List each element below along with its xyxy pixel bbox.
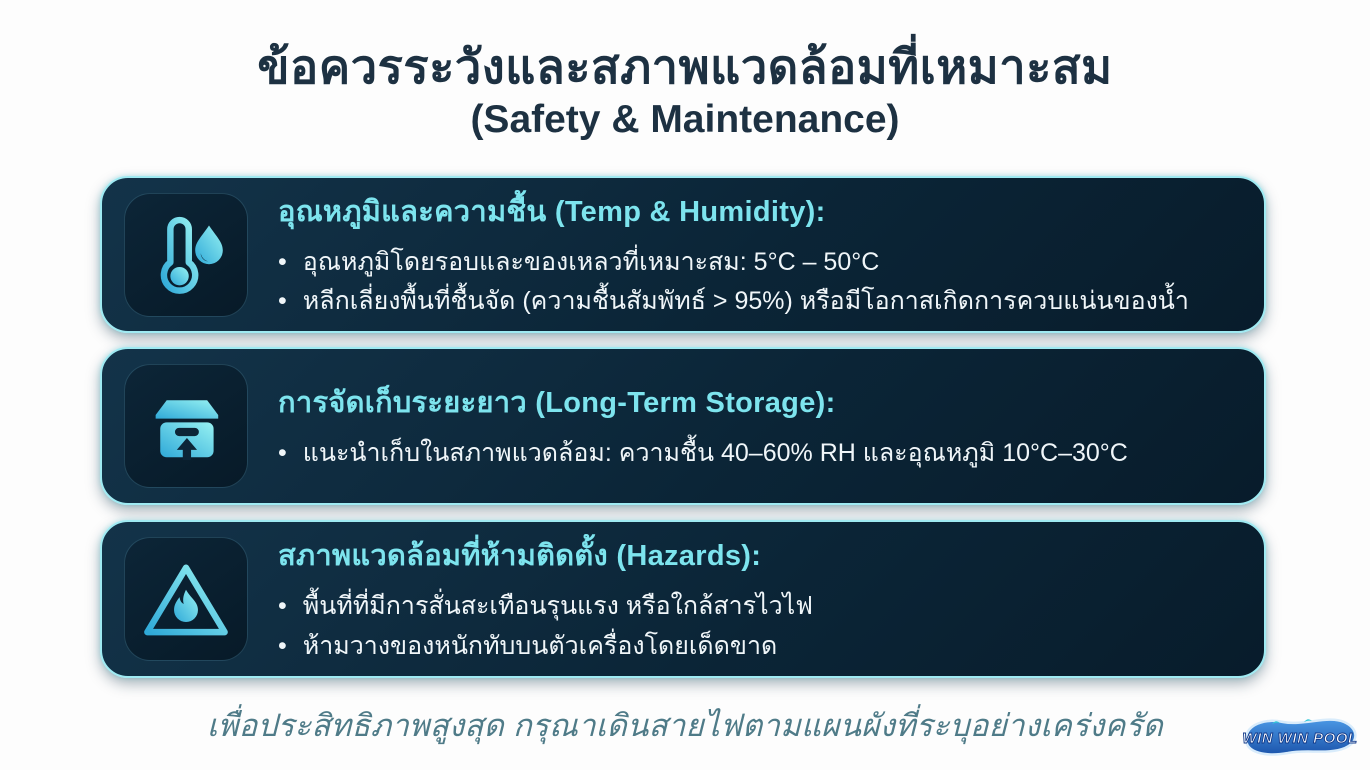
title-thai: ข้อควรระวังและสภาพแวดล้อมที่เหมาะสม <box>257 40 1113 93</box>
bullet-item: • พื้นที่ที่มีการสั่นสะเทือนรุนแรง หรือใกล้สารไวไฟ <box>278 587 813 627</box>
bullet-list <box>278 434 1128 474</box>
page-title <box>0 40 1370 142</box>
card-long-term-storage-text <box>278 379 1158 474</box>
bullet-item: • อุณหภูมิโดยรอบและของเหลวที่เหมาะสม: 5°C – 50°C <box>278 243 1189 283</box>
bullet-item: • หลีกเลี่ยงพื้นที่ชื้นจัด (ความชื้นสัมพัทธ์ > 95%) หรือมีโอกาสเกิดการควบแน่นของน้ำ <box>278 282 1189 322</box>
card-heading: การจัดเก็บระยะยาว (Long-Term Storage): <box>278 386 836 419</box>
bullet-item: • แนะนำเก็บในสภาพแวดล้อม: ความชื้น 40–60% RH และอุณหภูมิ 10°C–30°C <box>278 434 1128 474</box>
winwinpool-logo <box>1238 708 1364 766</box>
logo-text: WIN WIN POOL <box>1242 730 1358 747</box>
title-english: (Safety & Maintenance) <box>470 98 900 142</box>
flammable-warning-icon <box>124 537 248 661</box>
card-temp-humidity <box>100 176 1266 333</box>
card-hazards-text <box>278 532 843 666</box>
card-hazards <box>100 520 1266 678</box>
card-heading: อุณหภูมิและความชื้น (Temp & Humidity): <box>278 195 826 228</box>
bullet-list <box>278 243 1189 322</box>
bullet-item: • ห้ามวางของหนักทับบนตัวเครื่องโดยเด็ดขาด <box>278 627 813 667</box>
footer-note: เพื่อประสิทธิภาพสูงสุด กรุณาเดินสายไฟตามแผนผังที่ระบุอย่างเคร่งครัด <box>206 708 1164 743</box>
card-heading: สภาพแวดล้อมที่ห้ามติดตั้ง (Hazards): <box>278 540 762 572</box>
thermometer-humidity-icon <box>124 193 248 317</box>
bullet-list <box>278 587 813 666</box>
storage-box-icon <box>124 364 248 488</box>
card-long-term-storage <box>100 347 1266 505</box>
card-temp-humidity-text <box>278 188 1219 322</box>
